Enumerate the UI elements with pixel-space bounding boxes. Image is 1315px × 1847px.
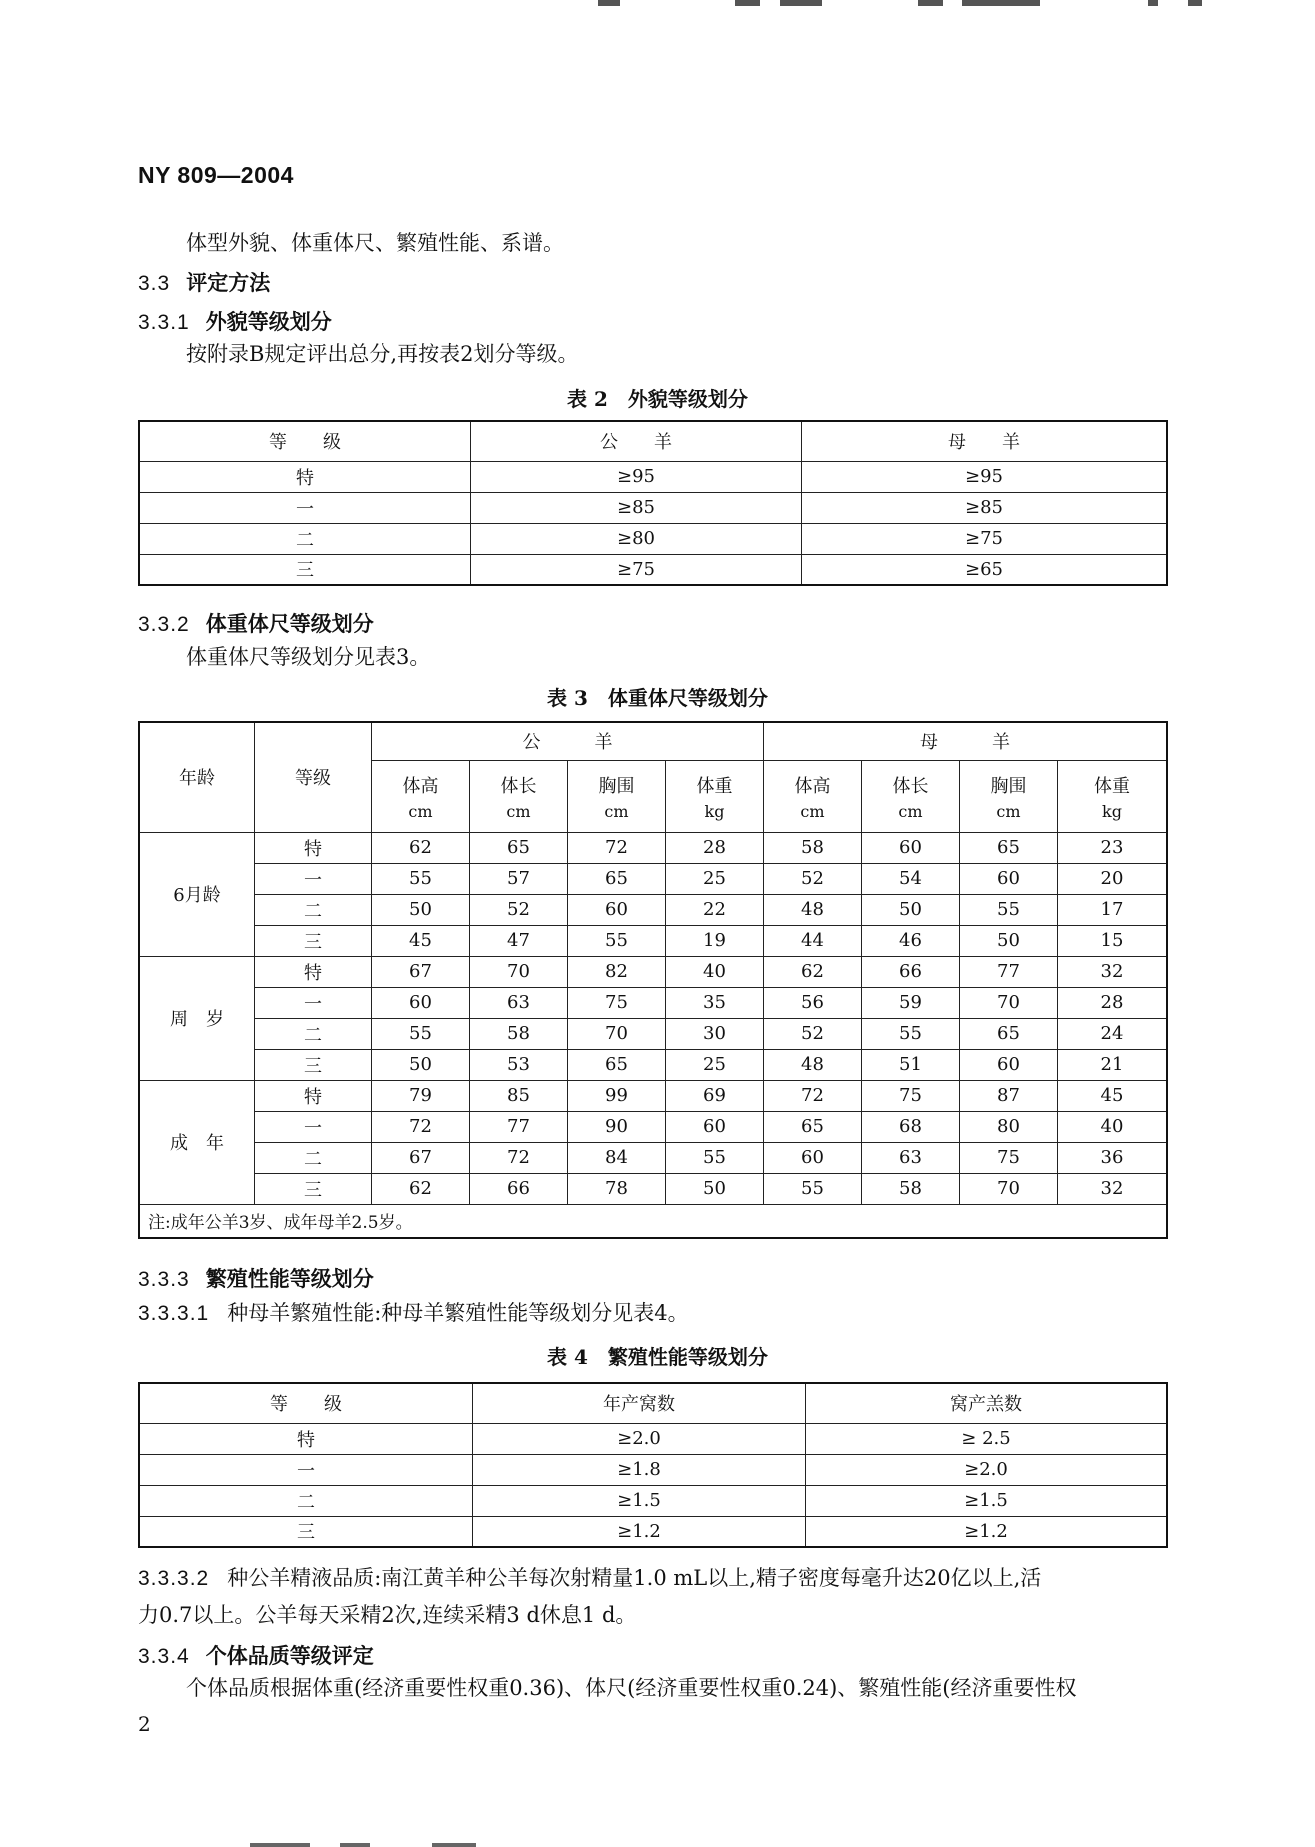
measure-unit: cm [408, 801, 433, 821]
age-cell: 6月龄 [139, 832, 255, 956]
measure-unit: cm [800, 801, 825, 821]
value-cell: 32 [1058, 1173, 1168, 1204]
table-row [139, 925, 1167, 956]
measure-header [666, 760, 764, 832]
measure-name: 体高 [402, 775, 439, 797]
value-cell: 63 [470, 987, 568, 1018]
value-cell: 75 [568, 987, 666, 1018]
value-cell: 79 [372, 1080, 470, 1111]
value-cell: 45 [1058, 1080, 1168, 1111]
measure-name: 体重 [696, 775, 733, 797]
section-number: 3.3.4 [138, 1645, 190, 1668]
section-number: 3.3.3.1 [138, 1302, 210, 1325]
table3-caption: 表 3 体重体尺等级划分 [547, 686, 768, 710]
section-3-3-2 [138, 608, 374, 638]
age-cell: 成 年 [139, 1080, 255, 1204]
measure-name: 胸围 [990, 775, 1027, 797]
value-cell: 46 [862, 925, 960, 956]
grade-cell: 三 [255, 925, 372, 956]
value-cell: 70 [568, 1018, 666, 1049]
value-cell: ≥75 [471, 554, 802, 585]
value-cell: 50 [960, 925, 1058, 956]
value-cell: 82 [568, 956, 666, 987]
measure-unit: cm [898, 801, 923, 821]
grade-cell: 特 [255, 832, 372, 863]
value-cell: 65 [960, 1018, 1058, 1049]
section-body: 按附录B规定评出总分,再按表2划分等级。 [186, 342, 579, 366]
section-3-3-4 [138, 1640, 374, 1670]
measure-unit: cm [604, 801, 629, 821]
value-cell: ≥1.2 [473, 1516, 806, 1547]
header-cell: 窝产羔数 [806, 1383, 1168, 1423]
value-cell: 47 [470, 925, 568, 956]
value-cell: 67 [372, 1142, 470, 1173]
value-cell: 45 [372, 925, 470, 956]
table-row [139, 523, 1167, 554]
measure-header [568, 760, 666, 832]
table-row [139, 1454, 1167, 1485]
value-cell: 36 [1058, 1142, 1168, 1173]
value-cell: 25 [666, 863, 764, 894]
table-header-row [139, 722, 1167, 760]
value-cell: 50 [666, 1173, 764, 1204]
section-3-3-1 [138, 306, 332, 336]
table-row [139, 1049, 1167, 1080]
table-row [139, 832, 1167, 863]
value-cell: ≥95 [802, 461, 1168, 492]
table-row [139, 1485, 1167, 1516]
grade-cell: 三 [255, 1173, 372, 1204]
value-cell: 40 [1058, 1111, 1168, 1142]
value-cell: 55 [372, 1018, 470, 1049]
age-cell: 周 岁 [139, 956, 255, 1080]
table-row [139, 1423, 1167, 1454]
scan-mark [1148, 0, 1158, 6]
table4-caption: 表 4 繁殖性能等级划分 [547, 1345, 768, 1369]
value-cell: ≥80 [471, 523, 802, 554]
table-header-row [139, 421, 1167, 461]
section-3-3-3-2 [138, 1563, 1041, 1594]
header-cell: 等 级 [139, 421, 471, 461]
value-cell: 55 [862, 1018, 960, 1049]
table-header-row [139, 1383, 1167, 1423]
section-3-3-3-1 [138, 1298, 689, 1329]
table2-caption: 表 2 外貌等级划分 [567, 387, 748, 411]
grade-cell: 特 [255, 1080, 372, 1111]
grade-cell: 一 [139, 492, 471, 523]
value-cell: 28 [1058, 987, 1168, 1018]
section-3-3-3 [138, 1263, 374, 1293]
value-cell: 22 [666, 894, 764, 925]
grade-cell: 一 [255, 1111, 372, 1142]
value-cell: ≥1.5 [473, 1485, 806, 1516]
value-cell: 63 [862, 1142, 960, 1173]
value-cell: 60 [666, 1111, 764, 1142]
section-title: 个体品质等级评定 [205, 1643, 374, 1668]
value-cell: 65 [568, 863, 666, 894]
value-cell: 90 [568, 1111, 666, 1142]
header-cell: 公 羊 [471, 421, 802, 461]
value-cell: 25 [666, 1049, 764, 1080]
value-cell: 62 [372, 832, 470, 863]
value-cell: 70 [960, 987, 1058, 1018]
measure-unit: kg [704, 801, 725, 821]
value-cell: 80 [960, 1111, 1058, 1142]
table-row [139, 1018, 1167, 1049]
table4 [138, 1382, 1168, 1548]
measure-header [862, 760, 960, 832]
grade-cell: 二 [255, 1142, 372, 1173]
scan-mark [1188, 0, 1202, 6]
header-cell: 等 级 [139, 1383, 473, 1423]
section-title: 评定方法 [186, 270, 271, 295]
grade-cell: 二 [255, 894, 372, 925]
grade-cell: 三 [255, 1049, 372, 1080]
section-number: 3.3.3.2 [138, 1567, 210, 1590]
measure-name: 体长 [500, 775, 537, 797]
value-cell: 60 [764, 1142, 862, 1173]
value-cell: 55 [764, 1173, 862, 1204]
value-cell: 15 [1058, 925, 1168, 956]
table3-body [139, 832, 1167, 1204]
value-cell: ≥1.8 [473, 1454, 806, 1485]
value-cell: 28 [666, 832, 764, 863]
value-cell: 50 [372, 1049, 470, 1080]
section-3-3 [138, 267, 270, 297]
value-cell: 58 [764, 832, 862, 863]
grade-cell: 二 [139, 1485, 473, 1516]
value-cell: 51 [862, 1049, 960, 1080]
table3 [138, 721, 1168, 1239]
value-cell: 32 [1058, 956, 1168, 987]
value-cell: 65 [470, 832, 568, 863]
measure-name: 体重 [1094, 775, 1130, 797]
value-cell: 52 [470, 894, 568, 925]
value-cell: 84 [568, 1142, 666, 1173]
value-cell: 72 [470, 1142, 568, 1173]
value-cell: 40 [666, 956, 764, 987]
value-cell: 53 [470, 1049, 568, 1080]
measure-name: 体长 [892, 775, 929, 797]
table-row [139, 492, 1167, 523]
value-cell: 72 [764, 1080, 862, 1111]
standard-code: NY 809—2004 [138, 162, 294, 188]
value-cell: 75 [960, 1142, 1058, 1173]
grade-cell: 一 [139, 1454, 473, 1485]
value-cell: 56 [764, 987, 862, 1018]
section-title: 体重体尺等级划分 [205, 611, 374, 636]
value-cell: 72 [372, 1111, 470, 1142]
value-cell: 60 [568, 894, 666, 925]
measure-header [1058, 760, 1168, 832]
value-cell: 78 [568, 1173, 666, 1204]
measure-header [764, 760, 862, 832]
scan-mark [962, 0, 1040, 6]
measure-unit: cm [506, 801, 531, 821]
scan-mark [735, 0, 760, 6]
table-row [139, 1516, 1167, 1547]
value-cell: 72 [568, 832, 666, 863]
grade-cell: 特 [139, 461, 471, 492]
value-cell: ≥2.0 [806, 1454, 1168, 1485]
grade-cell: 二 [255, 1018, 372, 1049]
section-body: 个体品质根据体重(经济重要性权重0.36)、体尺(经济重要性权重0.24)、繁殖性能(经济重要性权 [186, 1676, 1077, 1700]
value-cell: 62 [764, 956, 862, 987]
section-title: 外貌等级划分 [205, 309, 332, 334]
table-row [139, 554, 1167, 585]
value-cell: 75 [862, 1080, 960, 1111]
table-note-row [139, 1204, 1167, 1238]
table-row [139, 1111, 1167, 1142]
value-cell: 60 [960, 863, 1058, 894]
value-cell: ≥65 [802, 554, 1168, 585]
measure-unit: kg [1102, 801, 1122, 821]
value-cell: 68 [862, 1111, 960, 1142]
scan-mark [780, 0, 822, 6]
value-cell: 58 [470, 1018, 568, 1049]
value-cell: 59 [862, 987, 960, 1018]
grade-cell: 一 [255, 863, 372, 894]
value-cell: 19 [666, 925, 764, 956]
value-cell: 24 [1058, 1018, 1168, 1049]
section-number: 3.3.3 [138, 1268, 190, 1291]
age-header: 年龄 [139, 722, 255, 832]
value-cell: ≥2.0 [473, 1423, 806, 1454]
value-cell: 35 [666, 987, 764, 1018]
value-cell: 87 [960, 1080, 1058, 1111]
table-row [139, 461, 1167, 492]
measure-name: 胸围 [598, 775, 635, 797]
measure-header [960, 760, 1058, 832]
value-cell: 67 [372, 956, 470, 987]
scan-mark [340, 1843, 370, 1847]
value-cell: ≥95 [471, 461, 802, 492]
value-cell: 52 [764, 1018, 862, 1049]
value-cell: ≥ 2.5 [806, 1423, 1168, 1454]
value-cell: 55 [568, 925, 666, 956]
male-header: 公 羊 [372, 722, 764, 760]
scan-mark [250, 1843, 310, 1847]
table2 [138, 420, 1168, 586]
value-cell: 58 [862, 1173, 960, 1204]
grade-cell: 三 [139, 1516, 473, 1547]
value-cell: 17 [1058, 894, 1168, 925]
value-cell: 60 [960, 1049, 1058, 1080]
value-cell: 54 [862, 863, 960, 894]
measure-name: 体高 [794, 775, 831, 797]
section-body: 体重体尺等级划分见表3。 [186, 645, 431, 669]
header-cell: 母 羊 [802, 421, 1168, 461]
section-text-line1: 种公羊精液品质:南江黄羊种公羊每次射精量1.0 mL以上,精子密度每毫升达20亿以上,活 [227, 1566, 1042, 1590]
value-cell: 44 [764, 925, 862, 956]
value-cell: 70 [960, 1173, 1058, 1204]
grade-cell: 一 [255, 987, 372, 1018]
value-cell: ≥1.5 [806, 1485, 1168, 1516]
value-cell: 99 [568, 1080, 666, 1111]
value-cell: 85 [470, 1080, 568, 1111]
value-cell: 55 [960, 894, 1058, 925]
measure-header [470, 760, 568, 832]
section-title: 繁殖性能等级划分 [205, 1266, 374, 1291]
intro-line: 体型外貌、体重体尺、繁殖性能、系谱。 [186, 231, 564, 255]
table-row [139, 1080, 1167, 1111]
grade-cell: 特 [139, 1423, 473, 1454]
value-cell: 20 [1058, 863, 1168, 894]
section-number: 3.3 [138, 272, 171, 295]
table-row [139, 863, 1167, 894]
page-number: 2 [138, 1712, 151, 1736]
measure-header [372, 760, 470, 832]
value-cell: 77 [960, 956, 1058, 987]
scan-mark [918, 0, 943, 6]
section-text: 种母羊繁殖性能:种母羊繁殖性能等级划分见表4。 [227, 1301, 689, 1325]
value-cell: 48 [764, 1049, 862, 1080]
section-number: 3.3.1 [138, 311, 190, 334]
value-cell: 30 [666, 1018, 764, 1049]
table-row [139, 987, 1167, 1018]
section-text-line2: 力0.7以上。公羊每天采精2次,连续采精3 d休息1 d。 [138, 1603, 637, 1627]
value-cell: 48 [764, 894, 862, 925]
value-cell: ≥75 [802, 523, 1168, 554]
value-cell: 50 [372, 894, 470, 925]
value-cell: 66 [862, 956, 960, 987]
value-cell: 77 [470, 1111, 568, 1142]
value-cell: 60 [372, 987, 470, 1018]
value-cell: ≥85 [471, 492, 802, 523]
table-row [139, 1142, 1167, 1173]
scan-mark [432, 1843, 476, 1847]
grade-cell: 三 [139, 554, 471, 585]
grade-header: 等级 [255, 722, 372, 832]
value-cell: 66 [470, 1173, 568, 1204]
grade-cell: 特 [255, 956, 372, 987]
value-cell: 65 [764, 1111, 862, 1142]
value-cell: 70 [470, 956, 568, 987]
value-cell: 62 [372, 1173, 470, 1204]
value-cell: 21 [1058, 1049, 1168, 1080]
value-cell: 55 [666, 1142, 764, 1173]
grade-cell: 二 [139, 523, 471, 554]
value-cell: 65 [568, 1049, 666, 1080]
scan-mark [598, 0, 620, 6]
value-cell: 60 [862, 832, 960, 863]
table-row [139, 956, 1167, 987]
female-header: 母 羊 [764, 722, 1168, 760]
value-cell: ≥85 [802, 492, 1168, 523]
value-cell: 55 [372, 863, 470, 894]
section-number: 3.3.2 [138, 613, 190, 636]
measure-unit: cm [996, 801, 1021, 821]
value-cell: ≥1.2 [806, 1516, 1168, 1547]
value-cell: 69 [666, 1080, 764, 1111]
table-note: 注:成年公羊3岁、成年母羊2.5岁。 [139, 1204, 1167, 1238]
header-cell: 年产窝数 [473, 1383, 806, 1423]
value-cell: 57 [470, 863, 568, 894]
table-row [139, 1173, 1167, 1204]
table-row [139, 894, 1167, 925]
value-cell: 65 [960, 832, 1058, 863]
value-cell: 52 [764, 863, 862, 894]
value-cell: 50 [862, 894, 960, 925]
value-cell: 23 [1058, 832, 1168, 863]
